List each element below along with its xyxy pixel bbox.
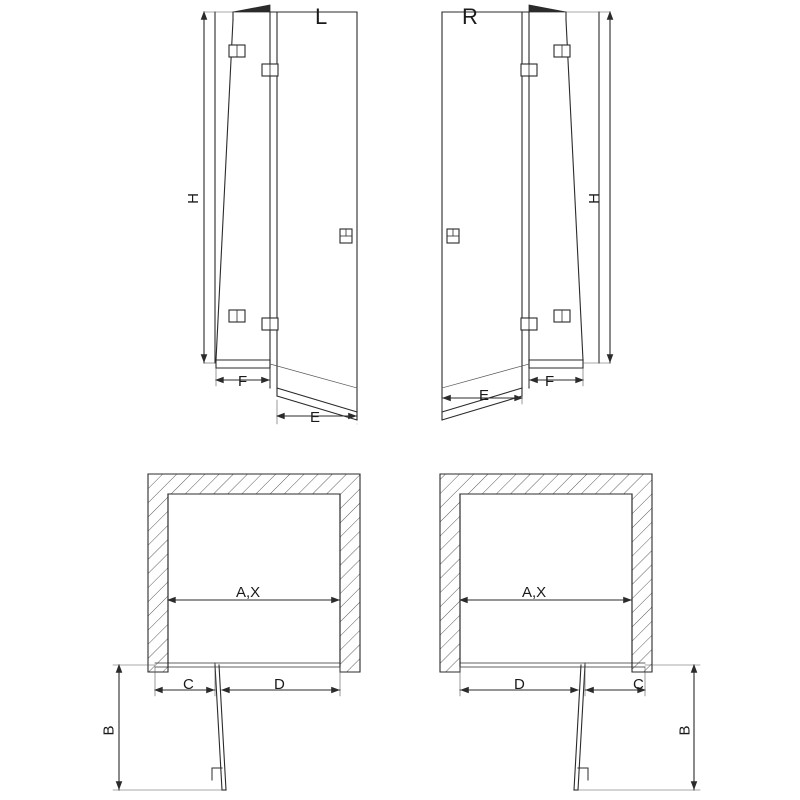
label-plan-right-ax: A,X <box>522 584 547 601</box>
label-plan-left-b: B <box>100 725 118 736</box>
label-elev-left-e: E <box>310 409 321 426</box>
label-elev-right-f: F <box>545 373 555 390</box>
label-plan-right-c: C <box>633 676 644 693</box>
label-plan-right-b: B <box>676 725 694 736</box>
elevation-right-geometry <box>442 5 610 420</box>
plan-left-geometry <box>113 474 360 790</box>
elevation-left-geometry <box>204 5 357 424</box>
label-height-right: H <box>585 193 603 204</box>
label-elev-left-f: F <box>238 373 248 390</box>
label-right-variant: R <box>462 4 478 29</box>
label-elev-right-e: E <box>479 387 490 404</box>
label-plan-left-d: D <box>274 676 285 693</box>
handle-left <box>340 229 352 243</box>
label-plan-left-c: C <box>183 676 194 693</box>
handle-right <box>447 229 459 243</box>
plan-right-geometry <box>440 474 700 790</box>
label-plan-right-d: D <box>514 676 525 693</box>
label-height-left: H <box>184 193 202 204</box>
label-left-variant: L <box>315 4 328 29</box>
label-plan-left-ax: A,X <box>236 584 261 601</box>
